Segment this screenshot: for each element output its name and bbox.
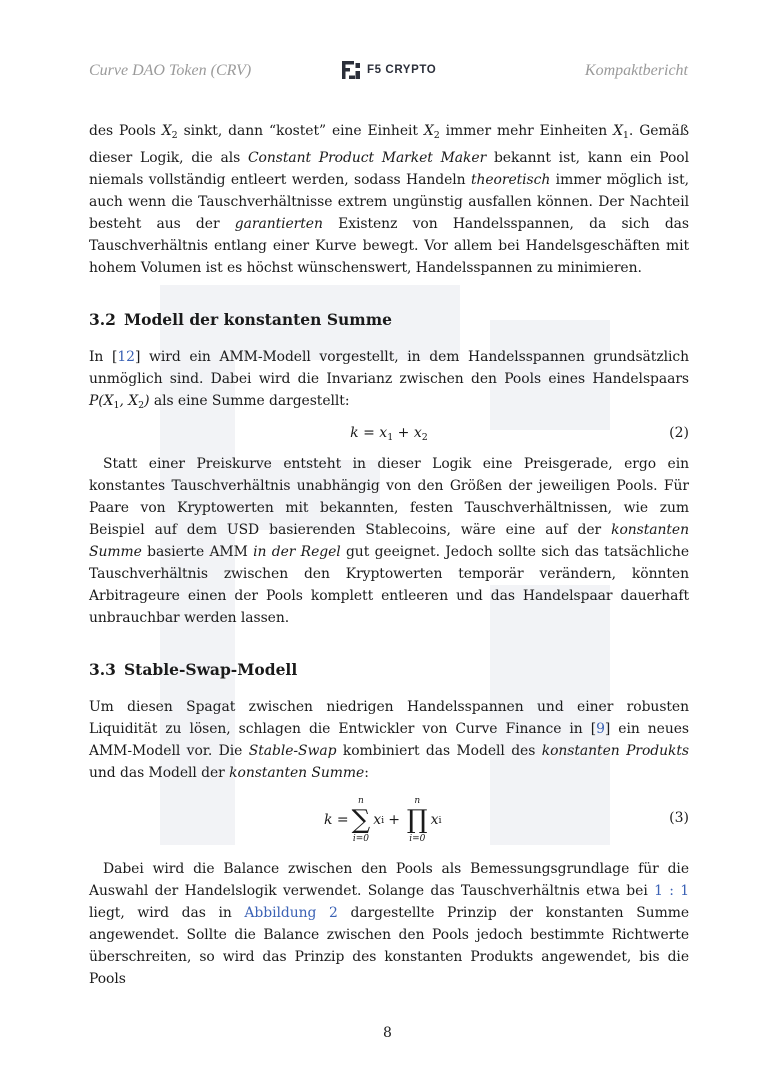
equation-number: (2) [669, 425, 689, 441]
page-number: 8 [383, 1025, 392, 1041]
product-operator: n ∏ i=0 [406, 796, 428, 844]
figure-link-abbildung-2[interactable]: Abbildung 2 [244, 905, 338, 921]
citation-link-12[interactable]: 12 [117, 349, 135, 365]
citation-link-9[interactable]: 9 [596, 721, 605, 737]
sum-operator: n ∑ i=0 [351, 796, 371, 844]
f5-logo-icon [341, 60, 361, 80]
equation-3: k = n ∑ i=0 x i + n ∏ i=0 x i (3) [324, 796, 689, 844]
page-header [89, 58, 688, 84]
section-3-2-paragraph-2: Statt einer Preiskurve entsteht in dieser Logik eine Preisgerade, ergo ein konstantes Tauschverhältnis unabhängig von den Größen der jeweiligen Pools. Für Paare von Kryptowerten mit bekannten, festen Tauschverhältnissen, wie zum Beispiel auf dem USD basierenden Stablecoins, wäre eine auf der konstanten Summe basierte AMM in der Regel gut geeignet. Jedoch sollte sich das tatsächliche Tauschverhältnis zwischen den Kryptowerten temporär verändern, könnten Arbitrageure einen der Pools komplett entleeren und das Handelspaar dauerhaft unbrauchbar werden lassen. [89, 456, 689, 626]
equation-2: $k = x_1 + x_2$ (2) [350, 425, 689, 443]
section-heading-3-3: 3.3 Stable-Swap-Modell [89, 660, 298, 679]
section-3-2-paragraph-1: In [12] wird ein AMM-Modell vorgestellt, in dem Handelsspannen grundsätzlich unmöglich sind. Dabei wird die Invarianz zwischen den Pools eines Handelspaars $P(X_1$, $X_2$) als eine Summe dargestellt: [89, 349, 689, 411]
intro-paragraph: des Pools $X_2$ sinkt, dann “kostet” eine Einheit $X_2$ immer mehr Einheiten $X_1$. Gemäß dieser Logik, die als Constant Product Market Maker bekannt ist, kann ein Pool niemals vollständig entleert werden, sodass Handeln theoretisch immer möglich ist, auch wenn die Tauschverhältnisse extrem ungünstig ausfallen können. Der Nachteil besteht aus der garantierten Existenz von Handelsspannen, da sich das Tauschverhältnis entlang einer Kurve bewegt. Vor allem bei Handelsgeschäften mit hohem Volumen ist es höchst wünschenswert, Handelsspannen zu minimieren. [89, 123, 690, 276]
logo-text: F5 CRYPTO [367, 64, 437, 76]
section-3-3-paragraph-1: Um diesen Spagat zwischen niedrigen Handelsspannen und einer robusten Liquidität zu lösen, schlagen die Entwickler von Curve Finance in [9] ein neues AMM-Modell vor. Die Stable-Swap kombiniert das Modell des konstanten Produkts und das Modell der konstanten Summe: [89, 699, 689, 781]
header-title: Curve DAO Token (CRV) [89, 62, 252, 79]
header-report-type: Kompaktbericht [584, 62, 688, 79]
main-content [89, 120, 689, 990]
equation-number: (3) [669, 810, 689, 826]
section-heading-3-2: 3.2 Modell der konstanten Summe [89, 310, 392, 329]
section-3-3-paragraph-2: Dabei wird die Balance zwischen den Pools als Bemessungsgrundlage für die Auswahl der Handelslogik verwendet. Solange das Tauschverhältnis etwa bei 1 : 1 liegt, wird das in Abbildung 2 dargestellte Prinzip der konstanten Summe angewendet. Sollte die Balance zwischen den Pools jedoch bestimmte Richtwerte überschreiten, so wird das Prinzip des konstanten Produkts angewendet, bis die Pools [89, 861, 689, 987]
brand-logo [341, 58, 436, 82]
